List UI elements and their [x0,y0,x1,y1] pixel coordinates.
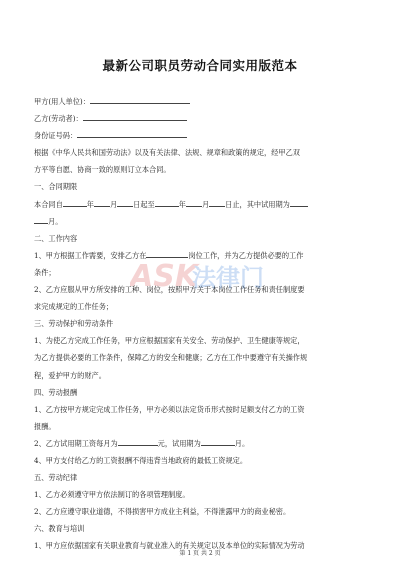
party-a-line [34,93,366,110]
term-blank [63,197,87,207]
work-1-text-b: 岗位工作，并为乙方提供必要的工作 [188,250,304,260]
work-1-line [34,247,366,264]
watermark-brand: ASK [130,259,199,294]
section-3-heading: 三、劳动保护和劳动条件 [34,319,114,329]
term-blank [34,214,48,224]
party-b-label: 乙方(劳动者)： [34,114,83,124]
term-line-2 [34,213,366,230]
work-1-text-a: 1、甲方根据工作需要，安排乙方在 [34,250,147,260]
id-line [34,127,366,144]
term-text-f: 月 [201,199,210,209]
term-blank [290,197,308,207]
document-title: 最新公司职员劳动合同实用版范本 [102,58,298,73]
party-a-blank [90,94,190,104]
section-4-heading: 四、劳动报酬 [34,387,78,397]
work-2-cont: 求完成规定的工作任务； [34,302,114,312]
post-blank [146,248,188,258]
term-blank [94,197,110,207]
page-footer: 第 1 页 共 2 页 [179,550,221,557]
discipline-1-line: 1、乙方必须遵守甲方依法制订的各项管理制度。 [34,490,190,500]
pay-1-line: 1、乙方按甲方规定完成工作任务，甲方必须以法定货币形式按时足额支付乙方的工资 [34,404,305,414]
term-blank [155,197,179,207]
work-2-line: 2、乙方应服从甲方所安排的工种、岗位，按照甲方关于本岗位工作任务和责任制度要 [34,285,305,295]
party-a-label: 甲方(用人单位)： [34,97,90,106]
document-body [34,93,366,555]
term-text-c: 月 [109,199,118,209]
pay-2-text-a: 2、乙方试用期工资每月为 [34,438,118,448]
party-b-blank [83,111,187,121]
intro-cont-line: 方平等自愿、协商一致的原则订立本合同。 [34,165,171,175]
pay-2-text-c: 月。 [234,438,250,448]
section-1-heading: 一、合同期限 [34,182,78,192]
term-text-g: 日止，其中试用期为 [225,199,290,209]
pay-2-line [34,435,366,452]
term-text-a: 本合同自 [34,199,63,209]
protect-1-cont-2: 程，爱护甲方的财产。 [34,370,106,380]
pay-1-cont: 报酬。 [34,421,56,431]
party-b-line [34,110,366,127]
watermark-text: 法律门 [192,264,264,292]
pay-4-line: 4、甲方支付给乙方的工资报酬不得违背当地政府的最低工资规定。 [34,455,248,465]
section-5-heading: 五、劳动纪律 [34,473,78,483]
probation-blank [201,436,235,446]
term-text-e: 年 [178,199,186,209]
section-6-heading: 六、教育与培训 [34,524,85,534]
pay-2-text-b: 元，试用期为 [157,438,201,448]
section-2-heading: 二、工作内容 [34,233,78,243]
training-1-line: 1、甲方应依据国家有关职业教育与就业准入的有关规定以及本单位的实际情况为劳动 [34,541,305,551]
protect-1-line: 1、为使乙方完成工作任务，甲方应根据国家有关安全、劳动保护、卫生健康等规定， [34,336,305,346]
term-line [34,196,366,213]
term-text-b: 年 [86,199,94,209]
id-blank [77,128,187,138]
protect-1-cont: 为乙方提供必要的工作条件，保障乙方的安全和健康；乙方在工作中要遵守有关操作规 [34,353,308,363]
term-blank [117,197,133,207]
term-text-h: 月。 [48,216,63,226]
discipline-2-line: 2、乙方应遵守职业道德，不得损害甲方成业主利益，不得泄露甲方的商业秘密。 [34,507,291,517]
work-1-cont: 条件； [34,267,56,277]
term-blank [209,197,225,207]
id-label: 身份证号码： [34,131,78,141]
intro-line: 根据《中华人民共和国劳动法》以及有关法律、法规、规章和政策的规定，经甲乙双 [34,148,300,158]
salary-blank [118,436,158,446]
term-blank [186,197,202,207]
term-text-d: 日起至 [133,199,155,209]
